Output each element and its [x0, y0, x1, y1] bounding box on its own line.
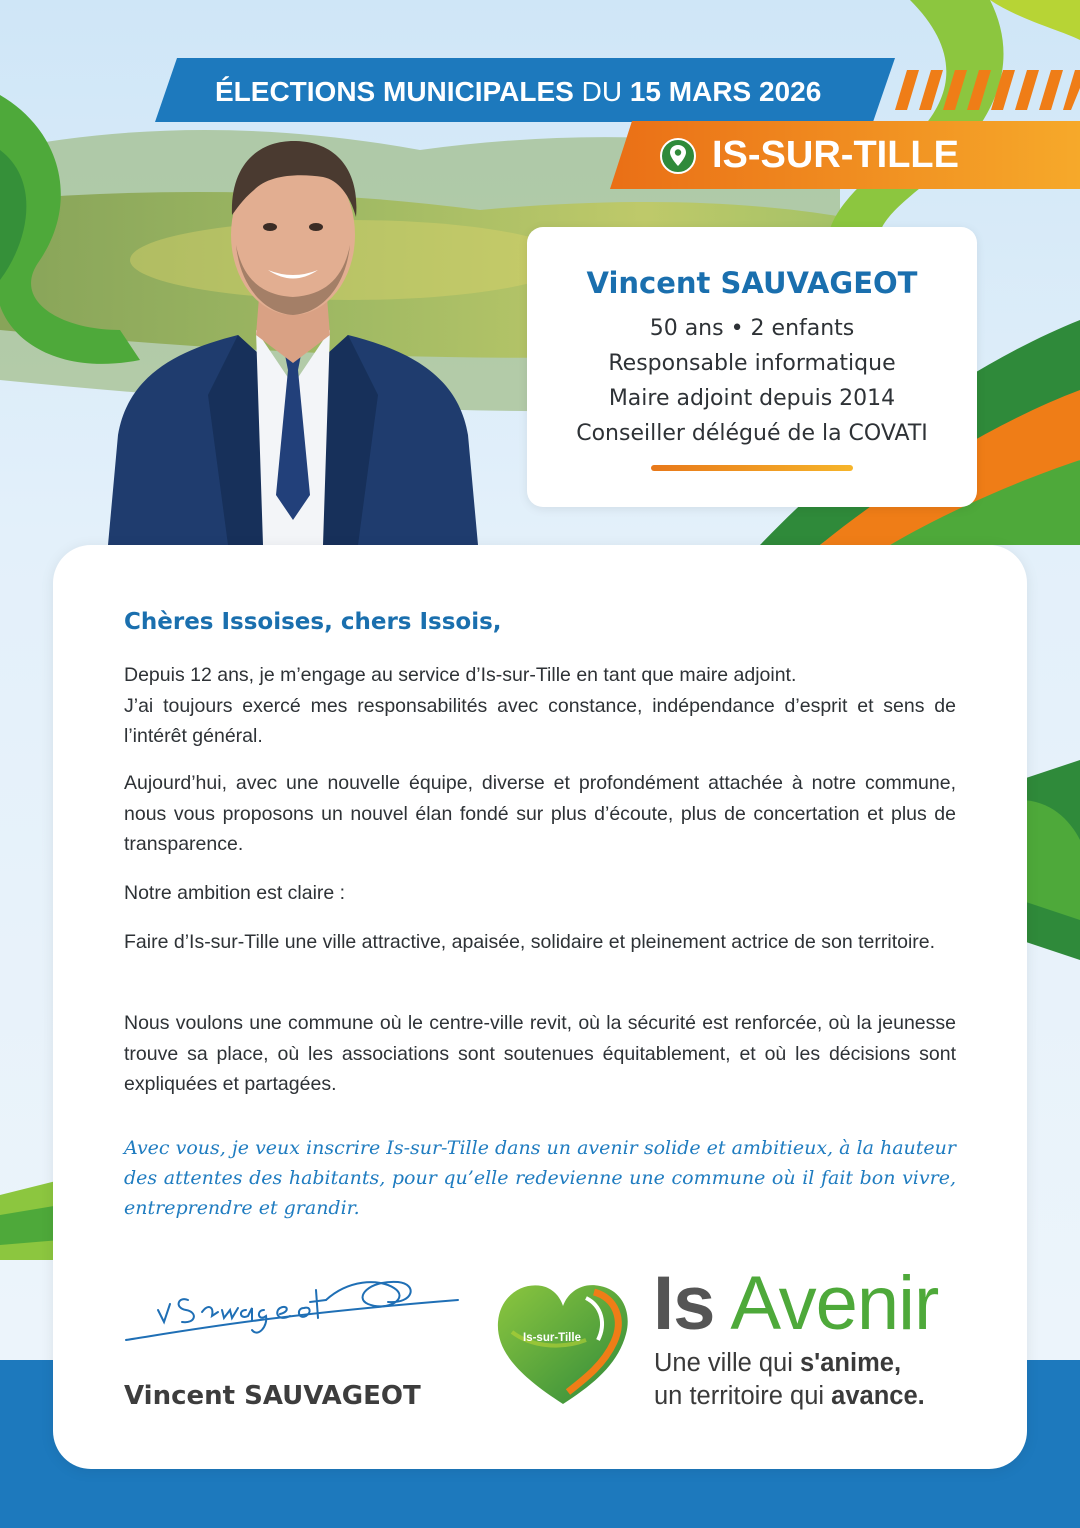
letter-closing-quote: Avec vous, je veux inscrire Is-sur-Tille dans un avenir solide et ambitieux, à la hauteur des attentes des habitants, pour qu’elle redevienne une commune où il fait bon vivre, entreprendre et grandir.	[124, 1137, 956, 1219]
handwritten-signature	[118, 1260, 478, 1355]
candidate-detail-covati: Conseiller délégué de la COVATI	[576, 421, 928, 446]
letter-paragraph-3: Notre ambition est claire :	[124, 882, 346, 904]
candidate-photo	[108, 135, 478, 545]
card-accent-bar	[651, 465, 853, 471]
letter-paragraph-2: Aujourd’hui, avec une nouvelle équipe, diverse et profondément attachée à notre commune, nous vous proposons un nouvel élan fondé sur plus d’écoute, plus de concertation et plus de transparence.	[124, 772, 956, 855]
candidate-detail-age: 50 ans • 2 enfants	[649, 316, 855, 341]
letter-paragraph-1	[124, 660, 956, 752]
logo-tagline-2: un territoire qui avance.	[654, 1382, 925, 1410]
candidate-card	[527, 227, 977, 507]
letter-paragraph-5: Nous voulons une commune où le centre-ville revit, où la sécurité est renforcée, où la jeunesse trouve sa place, où les associations sont soutenues équitablement, et où les décisions sont expliquées et partagées.	[124, 1012, 956, 1095]
heart-logo-label: Is-sur-Tille	[523, 1332, 581, 1344]
candidate-detail-mandate: Maire adjoint depuis 2014	[608, 386, 896, 411]
paragraph-1-line-2: J’ai toujours exercé mes responsabilités avec constance, indépendance d’esprit et sens de l’intérêt général.	[124, 694, 956, 747]
letter-greeting: Chères Issoises, chers Issois,	[124, 609, 502, 635]
orange-stripes-decoration	[895, 70, 1080, 110]
logo-tagline-1: Une ville qui s'anime,	[654, 1349, 902, 1377]
paragraph-1-line-1: Depuis 12 ans, je m’engage au service d’Is-sur-Tille en tant que maire adjoint.	[124, 664, 797, 686]
election-title: ÉLECTIONS MUNICIPALES DU 15 MARS 2026	[215, 76, 822, 107]
location-pin-icon	[660, 136, 696, 176]
signatory-name: Vincent SAUVAGEOT	[124, 1381, 421, 1411]
candidate-detail-job: Responsable informatique	[608, 351, 896, 376]
letter-paragraph-4: Faire d’Is-sur-Tille une ville attractive, apaisée, solidaire et pleinement actrice de son territoire.	[124, 931, 936, 953]
candidate-name: Vincent SAUVAGEOT	[586, 266, 918, 300]
is-avenir-wordmark: Is Avenir	[653, 1261, 939, 1346]
city-name: IS-SUR-TILLE	[712, 134, 959, 176]
